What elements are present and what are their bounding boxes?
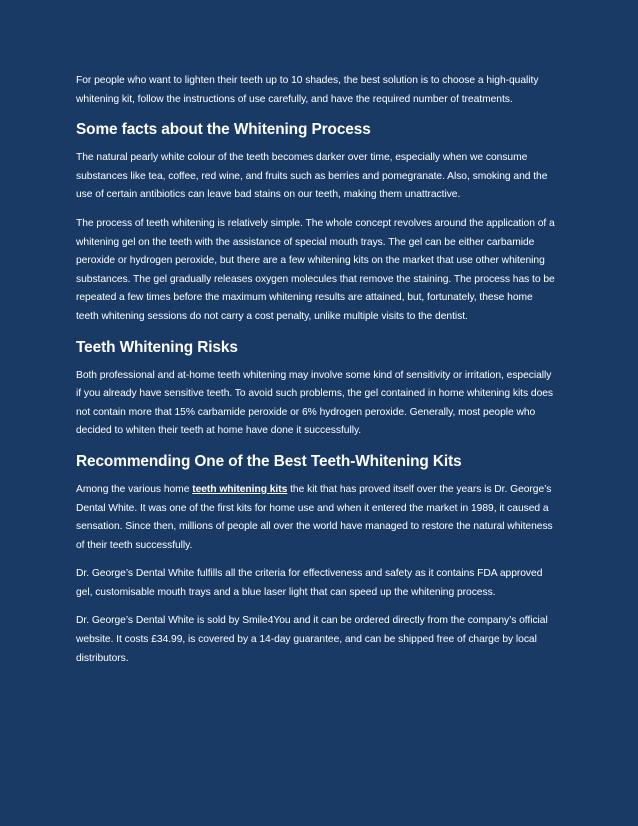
paragraph-risks: Both professional and at-home teeth whitening may involve some kind of sensitivity or irritation, especially if you already have sensitive teeth. To avoid such problems, the gel contained in home whitening kits does not contain more that 15% carbamide peroxide or 6% hydrogen peroxide. Generally, most people who decided to whiten their teeth at home have done it successfully. <box>76 369 554 437</box>
paragraph-process: The process of teeth whitening is relatively simple. The whole concept revolves around the application of a whitening gel on the teeth with the assistance of special mouth trays. The gel can be either carbamide peroxide or hydrogen peroxide, but there are a few whitening kits on the market that use other whitening substances. The gel gradually releases oxygen molecules that remove the staining. The process has to be repeated a few times before the maximum whitening results are attained, but, fortunately, these home teeth whitening sessions do not carry a cost penalty, unlike multiple visits to the dentist. <box>76 217 555 322</box>
recommending-text-after: the kit that has proved itself over the years is Dr. George’s Dental White. It was one of the first kits for home use and when it entered the market in 1989, it caused a sensation. Since then, millions of people all over the world have managed to restore the natural whiteness of their teeth successfully. <box>76 483 553 551</box>
paragraph-recommending <box>76 481 558 555</box>
intro-paragraph: For people who want to lighten their teeth up to 10 shades, the best solution is to choose a high-quality whitening kit, follow the instructions of use carefully, and have the required number of treatments. <box>76 75 539 105</box>
heading-risks: Teeth Whitening Risks <box>76 338 238 356</box>
paragraph-criteria: Dr. George’s Dental White fulfills all the criteria for effectiveness and safety as it contains FDA approved gel, customisable mouth trays and a blue laser light that can speed up the whitening process. <box>76 568 543 598</box>
recommending-text-before: Among the various home <box>76 483 193 495</box>
heading-whitening-process: Some facts about the Whitening Process <box>76 121 371 139</box>
paragraph-staining: The natural pearly white colour of the teeth becomes darker over time, especially when we consume substances like tea, coffee, red wine, and fruits such as berries and pomegranate. Also, smoking and the use of certain antibiotics can leave bad stains on our teeth, making them unattractive. <box>76 152 548 201</box>
paragraph-purchase: Dr. George’s Dental White is sold by Smile4You and it can be ordered directly from the company’s official website. It costs £34.99, is covered by a 14-day guarantee, and can be shipped free of charge by local distributors. <box>76 615 548 664</box>
teeth-whitening-kits-link[interactable]: teeth whitening kits <box>192 483 288 495</box>
heading-recommending: Recommending One of the Best Teeth-Whitening Kits <box>76 452 462 470</box>
